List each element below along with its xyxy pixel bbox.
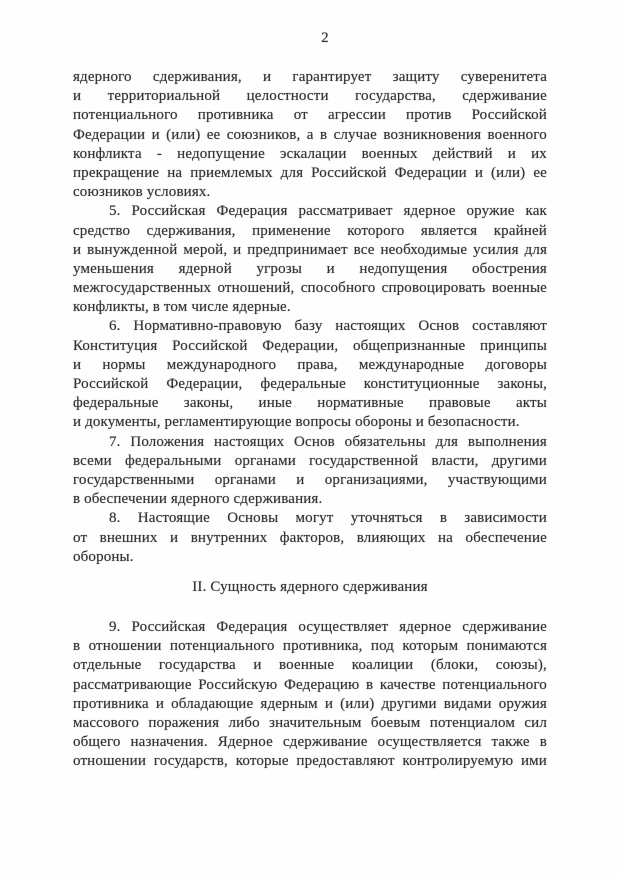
text-line: и нормы международного права, международные договоры bbox=[73, 356, 547, 373]
text-line: конфликты, в том числе ядерные. bbox=[73, 299, 291, 316]
text-line: конфликта - недопущение эскалации военных действий и их bbox=[73, 145, 547, 162]
text-line: 7. Положения настоящих Основ обязательны для выполнения bbox=[109, 433, 547, 450]
text-line: 5. Российская Федерация рассматривает ядерное оружие как bbox=[109, 203, 547, 220]
text-line: Российской Федерации, федеральные конституционные законы, bbox=[73, 376, 547, 392]
text-line: Конституция Российской Федерации, общепризнанные принципы bbox=[73, 337, 547, 354]
text-line: Федерации и (или) ее союзников, а в случае возникновения военного bbox=[73, 126, 547, 143]
text-line: и документы, регламентирующие вопросы обороны и безопасности. bbox=[73, 414, 520, 431]
text-line: и вынужденной мерой, и предпринимает все необходимые усилия для bbox=[73, 241, 547, 258]
text-line: межгосударственных отношений, способного спровоцировать военные bbox=[73, 280, 547, 297]
text-line: союзников условиях. bbox=[73, 184, 211, 201]
text-line: прекращение на приемлемых для Российской Федерации и (или) ее bbox=[73, 164, 547, 181]
text-line: в отношении потенциального противника, под которым понимаются bbox=[73, 638, 547, 655]
text-line: обороны. bbox=[73, 548, 134, 565]
text-line: государственными органами и организациями, участвующими bbox=[73, 471, 547, 488]
text-line: средство сдерживания, применение которого является крайней bbox=[73, 222, 547, 239]
section-heading: II. Сущность ядерного сдерживания bbox=[192, 578, 428, 595]
text-line: противника и обладающие ядерным и (или) другими видами оружия bbox=[73, 695, 547, 712]
page-number: 2 bbox=[321, 30, 329, 46]
text-line: в обеспечении ядерного сдерживания. bbox=[73, 491, 323, 508]
text-line: отдельные государства и военные коалиции (блоки, союзы), bbox=[73, 657, 547, 674]
text-line: ядерного сдерживания, и гарантирует защиту суверенитета bbox=[73, 69, 547, 85]
text-line: и территориальной целостности государства, сдерживание bbox=[73, 88, 547, 105]
text-line: 6. Нормативно-правовую базу настоящих Основ составляют bbox=[109, 318, 547, 335]
text-line: потенциального противника от агрессии против Российской bbox=[73, 107, 547, 124]
text-line: федеральные законы, иные нормативные правовые акты bbox=[73, 395, 547, 412]
text-line: 8. Настоящие Основы могут уточняться в зависимости bbox=[109, 510, 547, 527]
text-line: рассматривающие Российскую Федерацию в качестве потенциального bbox=[73, 676, 547, 693]
text-line: 9. Российская Федерация осуществляет ядерное сдерживание bbox=[109, 619, 547, 636]
text-line: массового поражения либо значительным боевым потенциалом сил bbox=[73, 715, 547, 731]
document-body bbox=[73, 68, 547, 772]
text-line: уменьшения ядерной угрозы и недопущения обострения bbox=[73, 260, 547, 277]
text-line: всеми федеральными органами государственной власти, другими bbox=[73, 452, 547, 469]
text-line: от внешних и внутренних факторов, влияющих на обеспечение bbox=[73, 529, 547, 546]
text-line: отношении государств, которые предоставляют контролируемую ими bbox=[73, 753, 547, 770]
text-line: общего назначения. Ядерное сдерживание осуществляется также в bbox=[73, 734, 547, 751]
